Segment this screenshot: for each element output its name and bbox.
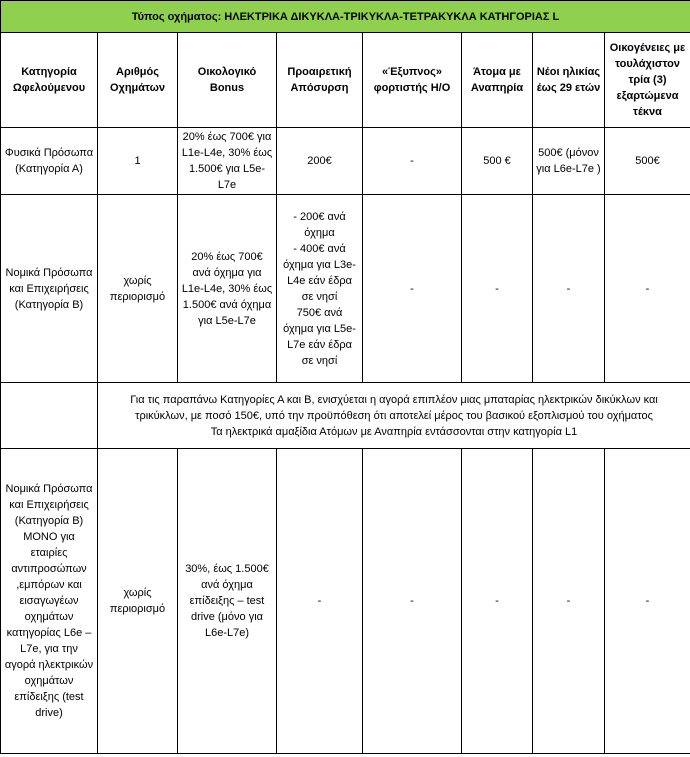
table-row [1,128,690,195]
cell-vehicles: χωρίς περιορισμό [98,195,178,383]
table-row [1,195,690,383]
cell-disabled: - [462,195,533,383]
cell-young: - [533,195,605,383]
note-row [1,383,690,449]
cell-withdrawal: 200€ [277,128,363,195]
cell-young: - [533,449,605,754]
header-vehicles: Αριθμός Οχημάτων [98,33,178,128]
title-row [1,1,690,33]
note-empty-cell [1,383,98,449]
cell-families: - [605,449,690,754]
header-young: Νέοι ηλικίας έως 29 ετών [533,33,605,128]
withdrawal-line: - 400€ ανά όχημα για L3e-L4e εάν έδρα σε νησί [283,242,356,303]
header-families: Οικογένειες με τουλάχιστον τρία (3) εξαρτώμενα τέκνα [605,33,690,128]
cell-bonus: 30%, έως 1.500€ ανά όχημα επίδειξης – test drive (μόνο για L6e-L7e) [178,449,277,754]
cell-category: Φυσικά Πρόσωπα (Κατηγορία Α) [1,128,98,195]
header-category: Κατηγορία Ωφελούμενου [1,33,98,128]
cell-vehicles: 1 [98,128,178,195]
header-charger: «Έξυπνος» φορτιστής Η/Ο [363,33,462,128]
header-withdrawal: Προαιρετική Απόσυρση [277,33,363,128]
cell-category: Νομικά Πρόσωπα και Επιχειρήσεις (Κατηγορία Β) [1,195,98,383]
cell-charger: - [363,449,462,754]
cell-category: Νομικά Πρόσωπα και Επιχειρήσεις (Κατηγορία Β) ΜΟΝΟ για εταιρίες αντιπροσώπων ,εμπόρων και εισαγωγέων οχημάτων κατηγορίας L6e – L7e, για την αγορά ηλεκτρικών οχημάτων επίδειξης (test drive) [1,449,98,754]
cell-bonus: 20% έως 700€ για L1e-L4e, 30% έως 1.500€ για L5e-L7e [178,128,277,195]
cell-families: 500€ [605,128,690,195]
note-battery: Για τις παραπάνω Κατηγορίες Α και Β, ενισχύεται η αγορά επιπλέον μιας μπαταρίας ηλεκτρικών δικύκλων και τρικύκλων, με ποσό 150€, υπό την προϋπόθεση ότι αποτελεί μέρος του βασικού εξοπλισμού του οχήματος [130,393,658,422]
cell-bonus: 20% έως 700€ ανά όχημα για L1e-L4e, 30% έως 1.500€ ανά όχημα για L5e-L7e [178,195,277,383]
table-row [1,449,690,754]
header-bonus: Οικολογικό Bonus [178,33,277,128]
note-cell [98,383,690,449]
withdrawal-line: 750€ ανά όχημα για L5e-L7e εάν έδρα σε νησί [283,306,356,367]
withdrawal-line: - 200€ ανά όχημα [293,210,346,239]
header-disabled: Άτομα με Αναπηρία [462,33,533,128]
header-row [1,33,690,128]
cell-young: 500€ (μόνον για L6e-L7e ) [533,128,605,195]
cell-withdrawal: - [277,449,363,754]
cell-families: - [605,195,690,383]
cell-charger: - [363,195,462,383]
cell-disabled: 500 € [462,128,533,195]
cell-withdrawal [277,195,363,383]
cell-vehicles: χωρίς περιορισμό [98,449,178,754]
cell-charger: - [363,128,462,195]
note-wheelchair: Τα ηλεκτρικά αμαξίδια Ατόμων με Αναπηρία εντάσσονται στην κατηγορία L1 [210,425,578,438]
cell-disabled: - [462,449,533,754]
table-title: Τύπος οχήματος: ΗΛΕΚΤΡΙΚΑ ΔΙΚΥΚΛΑ-ΤΡΙΚΥΚΛΑ-ΤΕΤΡΑΚΥΚΛΑ ΚΑΤΗΓΟΡΙΑΣ L [1,1,690,33]
